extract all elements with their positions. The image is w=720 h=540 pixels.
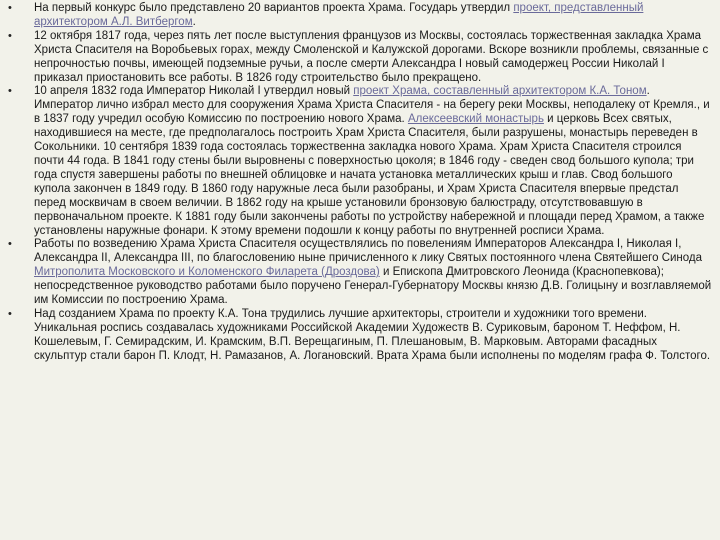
inline-link[interactable]: Алексеевский монастырь bbox=[407, 113, 544, 126]
paragraph-text: 12 октября 1817 года, через пять лет после выступления французов из Москвы, состоялась торжественная закладка Храма Христа Спасителя на Воробьевых горах, между Смоленской и Калужской дорогами. Вскоре возникли проблемы, связанные с непрочностью почвы, имеющей подземные ручьи, а после смерти Александра I новый самодержец России Николай I приказал приостановить все работы. В 1826 году строительство было прекращено. bbox=[34, 29, 709, 84]
bullet-icon: • bbox=[8, 85, 12, 98]
bullet-icon: • bbox=[8, 238, 12, 251]
bullet-icon: • bbox=[8, 307, 12, 320]
paragraph-text: Над созданием Храма по проекту К.А. Тона трудились лучшие архитекторы, строители и художники того времени. Уникальная роспись создавалась художниками Российской Академии Художеств В. Суриковым, бароном Т. Неффом, Н. Кошелевым, Г. Семирадским, И. Крамским, В.П. Верещагиным, П. Плешановым, В. Марковым. Авторами фасадных скульптур стали барон П. Клодт, Н. Рамазанов, А. Логановский. Врата Храма были исполнены по моделям графа Ф. Толстого. bbox=[34, 307, 711, 362]
inline-link[interactable]: проект, представленный архитектором А.Л. Витбергом bbox=[34, 2, 644, 28]
paragraph-text: . bbox=[192, 15, 196, 28]
inline-link[interactable]: Митрополита Московского и Коломенского Филарета (Дроздова) bbox=[34, 266, 380, 279]
list-item bbox=[8, 2, 712, 30]
paragraph-text: 10 апреля 1832 года Император Николай I утвердил новый bbox=[34, 85, 354, 98]
bullet-icon: • bbox=[8, 2, 12, 14]
list-item bbox=[8, 308, 712, 364]
bullet-icon: • bbox=[8, 29, 12, 42]
inline-link[interactable]: проект Храма, составленный архитектором К.А. Тоном bbox=[353, 85, 647, 98]
paragraph-text: и Епископа Дмитровского Леонида (Краснопевкова); непосредственное руководство работами было поручено Генерал-Губернатору Москвы князю Д.В. Голицыну и возглавляемой им Комиссии по построению Храма. bbox=[34, 266, 712, 307]
list-item bbox=[8, 30, 712, 86]
paragraph-text: На первый конкурс было представлено 20 вариантов проекта Храма. Государь утвердил bbox=[34, 2, 514, 14]
paragraph-text: Работы по возведению Храма Христа Спасителя осуществлялись по повелениям Императоров Александра I, Николая I, Александра II, Александра III, по благословению ныне причисленного к лику Святых постоянного члена Святейшего Синода bbox=[34, 238, 703, 265]
paragraph-text: и церковь Всех святых, находившиеся на месте, где предполагалось построить Храм Христа Спасителя, были разрушены, монастырь переведен в Сокольники. 10 сентября 1839 года состоялась торжественна закладка нового Храма. Храм Христа Спасителя строился почти 44 года. В 1841 году стены были выровнены с поверхностью цоколя; в 1846 году - сведен свод большого купола; три года спустя завершены работы по внешней облицовке и начата установка металлических крыш и глав. Свод большого купола закончен в 1849 году. В 1860 году наружные леса были разобраны, и Храм Христа Спасителя впервые предстал перед москвичам в своем величии. В 1862 году на крыше установили бронзовую балюстраду, отсутствовавшую в первоначальном проекте. К 1881 году были закончены работы по устройству набережной и площади перед Храмом, а также установлены наружные фонари. К этому времени подошли к концу работы по внутренней росписи Храма. bbox=[34, 113, 705, 237]
paragraph-text: . Император лично избрал место для сооружения Храма Христа Спасителя - на берегу реки Москвы, неподалеку от Кремля., и в 1837 году учредил особую Комиссию по построению нового Храма. bbox=[34, 85, 710, 126]
paragraph-list bbox=[8, 2, 712, 364]
list-item bbox=[8, 85, 712, 238]
list-item bbox=[8, 238, 712, 308]
